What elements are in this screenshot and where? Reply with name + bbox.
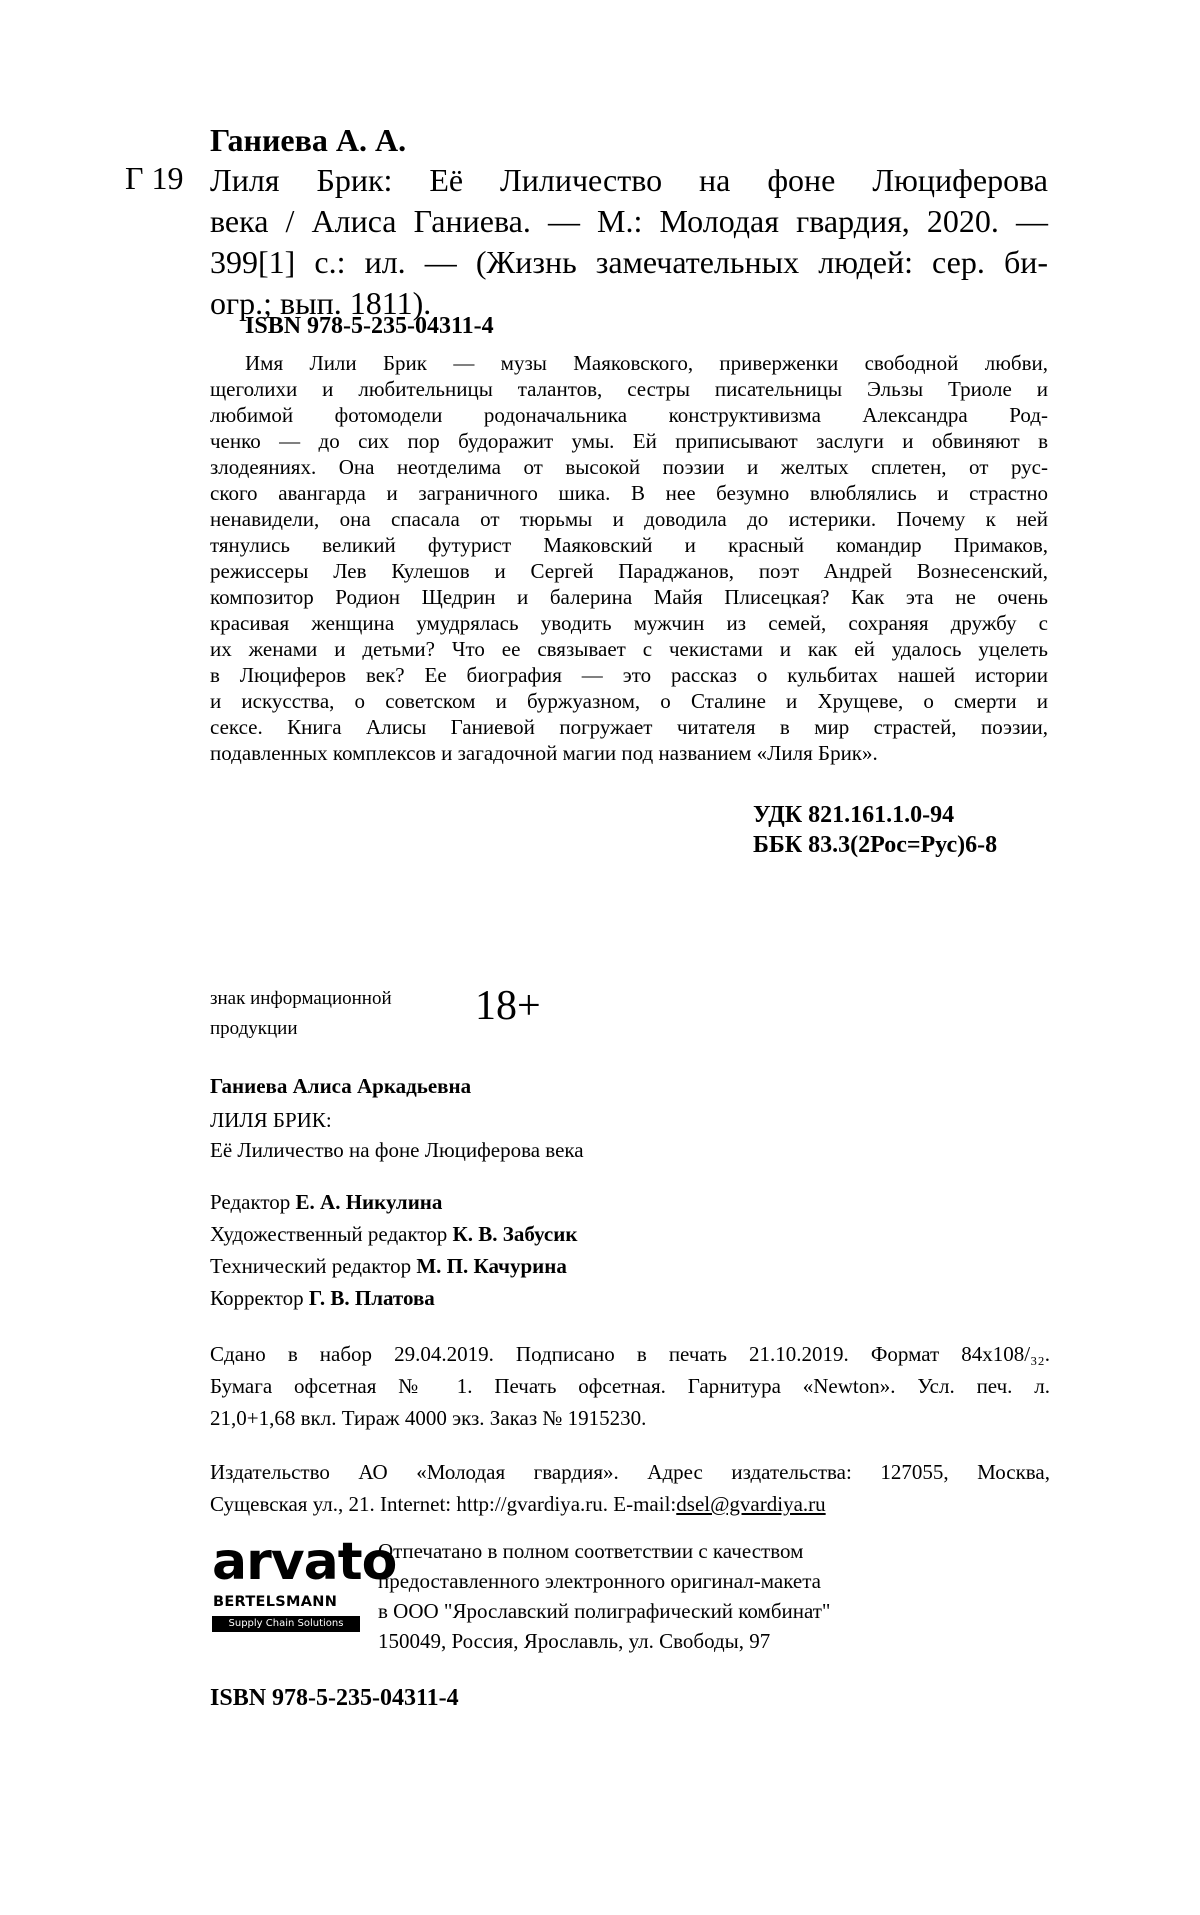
printer-info — [378, 1536, 1038, 1656]
staff-name: М. П. Качурина — [416, 1254, 567, 1278]
annotation-line: композитор Родион Щедрин и балерина Майя Плисецкая? Как эта не очень — [210, 585, 1048, 609]
age-rating-label-line: продукции — [210, 1018, 298, 1039]
annotation-line: и искусства, о советском и буржуазном, о Сталине и Хрущеве, о смерти и — [210, 689, 1048, 713]
catalog-entry — [210, 160, 1048, 324]
publisher-line: Издательство АО «Молодая гвардия». Адрес издательства: 127055, Москва, — [210, 1460, 1050, 1484]
staff-role: Технический редактор — [210, 1254, 412, 1278]
printer-info-line: в ООО "Ярославский полиграфический комбинат" — [378, 1599, 831, 1623]
annotation-line: любимой фотомодели родоначальника конструктивизма Александра Род- — [210, 403, 1048, 427]
udk-code: УДК 821.161.1.0-94 — [753, 802, 955, 828]
annotation-line: их женами и детьми? Что ее связывает с чекистами и как ей удалось уцелеть — [210, 637, 1048, 661]
age-rating-value: 18+ — [475, 983, 541, 1029]
isbn-bottom: ISBN 978-5-235-04311-4 — [210, 1685, 459, 1711]
staff-name: Е. А. Никулина — [295, 1190, 443, 1214]
printer-logo-subtitle: BERTELSMANN — [213, 1594, 338, 1610]
annotation-line: ского авангарда и заграничного шика. В нее безумно влюблялись и страстно — [210, 481, 1048, 505]
annotation-line: щеголихи и любительницы талантов, сестры писательницы Эльзы Триоле и — [210, 377, 1048, 401]
annotation-line: подавленных комплексов и загадочной магии под названием «Лиля Брик». — [210, 741, 878, 765]
publisher-address: Сущевская ул., 21. Internet: http://gvardiya.ru. E-mail: — [210, 1492, 677, 1516]
catalog-entry-line: Лиля Брик: Её Лиличество на фоне Люциферова — [210, 162, 1048, 198]
annotation-line: в Люциферов век? Ее биография — это рассказ о кульбитах нашей истории — [210, 663, 1048, 687]
printer-logo-wordmark: arvato — [212, 1532, 397, 1592]
index-code: Г 19 — [125, 160, 184, 196]
age-rating-label — [210, 984, 392, 1044]
staff-line-proofreader — [210, 1286, 435, 1311]
staff-name: Г. В. Платова — [308, 1286, 435, 1310]
annotation-line: красивая женщина умудрялась уводить мужчин из семей, сохраняя дружбу с — [210, 611, 1048, 635]
colophon-title: ЛИЛЯ БРИК: — [210, 1108, 332, 1132]
catalog-entry-line: огр.; вып. 1811). — [210, 285, 432, 321]
staff-role: Художественный редактор — [210, 1222, 448, 1246]
annotation-line: злодеяниях. Она неотделима от высокой поэзии и желтых сплетен, от рус- — [210, 455, 1048, 479]
age-rating-label-line: знак информационной — [210, 988, 392, 1009]
printer-info-line: Отпечатано в полном соответствии с качеством — [378, 1539, 804, 1563]
catalog-entry-line: века / Алиса Ганиева. — М.: Молодая гвардия, 2020. — — [210, 203, 1048, 239]
publisher-info — [210, 1456, 1050, 1520]
printer-logo — [212, 1532, 397, 1640]
staff-line-editor — [210, 1190, 442, 1215]
print-details-line: Сдано в набор 29.04.2019. Подписано в печать 21.10.2019. Формат 84x108/₃₂. — [210, 1342, 1050, 1366]
annotation-line: тянулись великий футурист Маяковский и красный командир Примаков, — [210, 533, 1048, 557]
annotation-line: ненавидели, она спасала от тюрьмы и доводила до истерики. Почему к ней — [210, 507, 1048, 531]
annotation-line: Имя Лили Брик — музы Маяковского, приверженки свободной любви, — [245, 351, 1048, 375]
print-details-line: Бумага офсетная № 1. Печать офсетная. Гарнитура «Newton». Усл. печ. л. — [210, 1374, 1050, 1398]
staff-line-art-editor — [210, 1222, 577, 1247]
bbk-code: ББК 83.3(2Рос=Рус)6-8 — [753, 832, 998, 858]
annotation — [210, 350, 1048, 766]
colophon-author: Ганиева Алиса Аркадьевна — [210, 1074, 472, 1098]
publisher-email-link[interactable]: dsel@gvardiya.ru — [676, 1492, 826, 1516]
print-details-line: 21,0+1,68 вкл. Тираж 4000 экз. Заказ № 1915230. — [210, 1406, 647, 1430]
isbn-top: ISBN 978-5-235-04311-4 — [245, 313, 494, 339]
printer-logo-tagline: Supply Chain Solutions — [212, 1616, 360, 1632]
printer-info-line: предоставленного электронного оригинал-макета — [378, 1569, 821, 1593]
catalog-entry-line: 399[1] с.: ил. — (Жизнь замечательных людей: сер. би- — [210, 244, 1048, 280]
staff-name: К. В. Забусик — [452, 1222, 578, 1246]
colophon-subtitle: Её Лиличество на фоне Люциферова века — [210, 1138, 584, 1162]
publisher-line — [210, 1488, 1050, 1520]
author-heading: Ганиева А. А. — [210, 122, 407, 158]
annotation-line: режиссеры Лев Кулешов и Сергей Параджанов, поэт Андрей Вознесенский, — [210, 559, 1048, 583]
staff-role: Редактор — [210, 1190, 291, 1214]
annotation-line: сексе. Книга Алисы Ганиевой погружает читателя в мир страстей, поэзии, — [210, 715, 1048, 739]
printer-info-line: 150049, Россия, Ярославль, ул. Свободы, 97 — [378, 1629, 771, 1653]
staff-line-tech-editor — [210, 1254, 567, 1279]
staff-role: Корректор — [210, 1286, 304, 1310]
print-details — [210, 1338, 1050, 1434]
annotation-line: ченко — до сих пор будоражит умы. Ей приписывают заслуги и обвиняют в — [210, 429, 1048, 453]
